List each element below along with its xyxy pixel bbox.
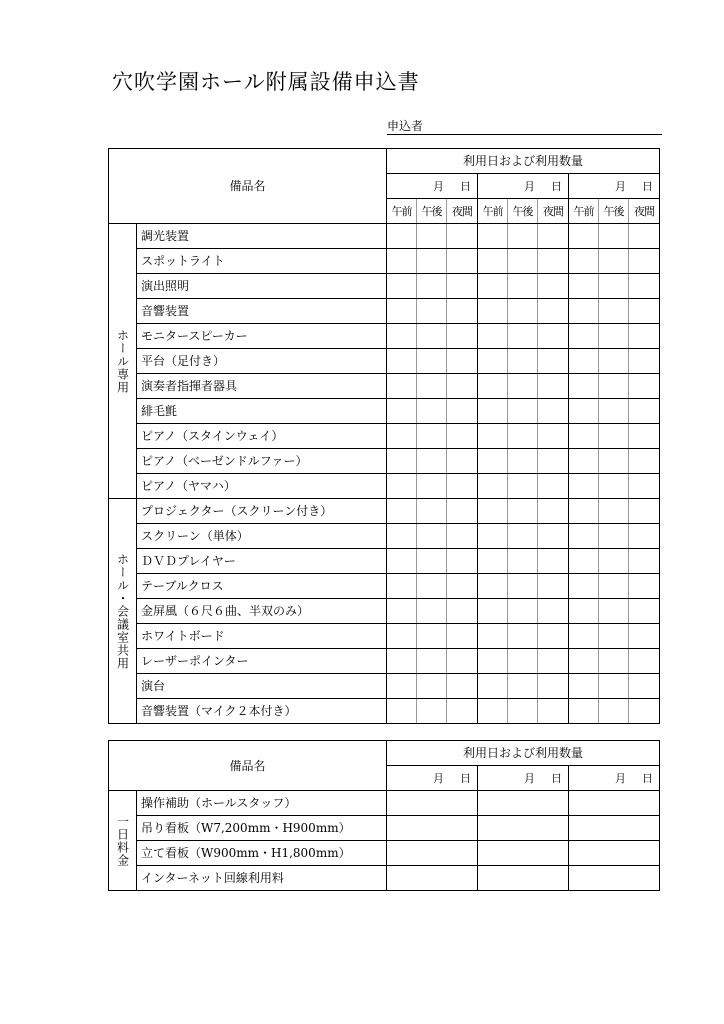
- quantity-cell[interactable]: [538, 524, 569, 549]
- quantity-cell[interactable]: [569, 574, 599, 599]
- quantity-cell[interactable]: [387, 866, 478, 891]
- date-slot[interactable]: [387, 766, 478, 791]
- quantity-cell[interactable]: [508, 324, 538, 349]
- table-row: [109, 699, 660, 724]
- quantity-cell[interactable]: [478, 249, 508, 274]
- period-am: 午前: [569, 199, 599, 224]
- quantity-cell[interactable]: [629, 324, 660, 349]
- quantity-cell[interactable]: [387, 224, 417, 249]
- quantity-cell[interactable]: [629, 699, 660, 724]
- quantity-cell[interactable]: [599, 299, 629, 324]
- quantity-cell[interactable]: [508, 349, 538, 374]
- quantity-cell[interactable]: [478, 274, 508, 299]
- item-name: 演台: [137, 674, 387, 699]
- quantity-cell[interactable]: [447, 574, 478, 599]
- quantity-cell[interactable]: [599, 374, 629, 399]
- quantity-cell[interactable]: [508, 524, 538, 549]
- quantity-cell[interactable]: [508, 599, 538, 624]
- quantity-cell[interactable]: [569, 674, 599, 699]
- quantity-cell[interactable]: [417, 449, 447, 474]
- table-row: [109, 399, 660, 424]
- item-name: ＤＶＤプレイヤー: [137, 549, 387, 574]
- item-name: ホワイトボード: [137, 624, 387, 649]
- table-row: [109, 249, 660, 274]
- quantity-cell[interactable]: [447, 649, 478, 674]
- table-row: [109, 324, 660, 349]
- quantity-cell[interactable]: [629, 524, 660, 549]
- quantity-cell[interactable]: [417, 424, 447, 449]
- quantity-cell[interactable]: [629, 474, 660, 499]
- month-label: 月: [615, 179, 626, 193]
- quantity-cell[interactable]: [508, 549, 538, 574]
- quantity-cell[interactable]: [569, 549, 599, 574]
- quantity-cell[interactable]: [387, 624, 417, 649]
- quantity-cell[interactable]: [599, 699, 629, 724]
- quantity-cell[interactable]: [629, 574, 660, 599]
- quantity-cell[interactable]: [478, 841, 569, 866]
- quantity-cell[interactable]: [629, 399, 660, 424]
- quantity-cell[interactable]: [478, 791, 569, 816]
- period-am: 午前: [478, 199, 508, 224]
- quantity-cell[interactable]: [538, 399, 569, 424]
- quantity-cell[interactable]: [417, 249, 447, 274]
- quantity-cell[interactable]: [538, 449, 569, 474]
- quantity-cell[interactable]: [387, 649, 417, 674]
- quantity-cell[interactable]: [569, 274, 599, 299]
- quantity-cell[interactable]: [538, 499, 569, 524]
- quantity-cell[interactable]: [478, 449, 508, 474]
- table-row: [109, 624, 660, 649]
- quantity-cell[interactable]: [387, 841, 478, 866]
- quantity-cell[interactable]: [447, 524, 478, 549]
- quantity-cell[interactable]: [387, 424, 417, 449]
- quantity-cell[interactable]: [599, 249, 629, 274]
- table-row: [109, 374, 660, 399]
- table-row: [109, 474, 660, 499]
- quantity-cell[interactable]: [387, 816, 478, 841]
- quantity-cell[interactable]: [508, 624, 538, 649]
- quantity-cell[interactable]: [569, 299, 599, 324]
- quantity-cell[interactable]: [599, 649, 629, 674]
- quantity-cell[interactable]: [447, 374, 478, 399]
- item-name: レーザーポインター: [137, 649, 387, 674]
- quantity-cell[interactable]: [447, 549, 478, 574]
- quantity-cell[interactable]: [478, 499, 508, 524]
- item-name: テーブルクロス: [137, 574, 387, 599]
- quantity-cell[interactable]: [508, 249, 538, 274]
- quantity-cell[interactable]: [599, 524, 629, 549]
- quantity-cell[interactable]: [387, 699, 417, 724]
- quantity-cell[interactable]: [478, 399, 508, 424]
- quantity-cell[interactable]: [569, 474, 599, 499]
- table-row: [109, 449, 660, 474]
- quantity-cell[interactable]: [569, 374, 599, 399]
- quantity-cell[interactable]: [417, 224, 447, 249]
- day-label: 日: [460, 771, 471, 785]
- quantity-cell[interactable]: [478, 624, 508, 649]
- quantity-cell[interactable]: [508, 674, 538, 699]
- quantity-cell[interactable]: [629, 624, 660, 649]
- table-row: [109, 599, 660, 624]
- quantity-cell[interactable]: [569, 224, 599, 249]
- quantity-cell[interactable]: [478, 816, 569, 841]
- quantity-cell[interactable]: [508, 474, 538, 499]
- quantity-cell[interactable]: [417, 674, 447, 699]
- item-name: ピアノ（スタインウェイ）: [137, 424, 387, 449]
- quantity-cell[interactable]: [417, 299, 447, 324]
- table-row: [109, 224, 660, 249]
- quantity-cell[interactable]: [417, 524, 447, 549]
- quantity-cell[interactable]: [387, 791, 478, 816]
- quantity-cell[interactable]: [629, 249, 660, 274]
- quantity-cell[interactable]: [478, 324, 508, 349]
- quantity-cell[interactable]: [569, 624, 599, 649]
- quantity-cell[interactable]: [478, 299, 508, 324]
- quantity-cell[interactable]: [538, 249, 569, 274]
- quantity-cell[interactable]: [538, 374, 569, 399]
- day-label: 日: [642, 771, 653, 785]
- item-name: 吊り看板（W7,200mm・H900mm）: [137, 816, 387, 841]
- quantity-cell[interactable]: [599, 224, 629, 249]
- quantity-cell[interactable]: [508, 424, 538, 449]
- month-label: 月: [433, 771, 444, 785]
- daily-fee-table: [108, 740, 660, 891]
- item-name: ピアノ（ヤマハ）: [137, 474, 387, 499]
- quantity-cell[interactable]: [508, 499, 538, 524]
- quantity-cell[interactable]: [599, 499, 629, 524]
- group-hall-only-label: ホール専用: [115, 328, 130, 394]
- quantity-cell[interactable]: [387, 599, 417, 624]
- applicant-field[interactable]: [387, 118, 662, 135]
- quantity-cell[interactable]: [508, 224, 538, 249]
- quantity-cell[interactable]: [599, 324, 629, 349]
- quantity-cell[interactable]: [538, 474, 569, 499]
- quantity-cell[interactable]: [629, 224, 660, 249]
- quantity-cell[interactable]: [417, 324, 447, 349]
- quantity-cell[interactable]: [629, 424, 660, 449]
- quantity-cell[interactable]: [599, 449, 629, 474]
- quantity-cell[interactable]: [447, 449, 478, 474]
- group-daily-fee-label: 一日料金: [115, 814, 130, 867]
- quantity-cell[interactable]: [447, 249, 478, 274]
- table-row: [109, 274, 660, 299]
- quantity-cell[interactable]: [447, 299, 478, 324]
- date-slot[interactable]: [478, 766, 569, 791]
- quantity-cell[interactable]: [417, 699, 447, 724]
- quantity-cell[interactable]: [569, 499, 599, 524]
- quantity-cell[interactable]: [599, 349, 629, 374]
- quantity-cell[interactable]: [417, 374, 447, 399]
- quantity-cell[interactable]: [629, 349, 660, 374]
- item-name: モニタースピーカー: [137, 324, 387, 349]
- month-label: 月: [433, 179, 444, 193]
- quantity-cell[interactable]: [599, 274, 629, 299]
- quantity-cell[interactable]: [447, 674, 478, 699]
- quantity-cell[interactable]: [538, 324, 569, 349]
- period-night: 夜間: [538, 199, 569, 224]
- quantity-cell[interactable]: [447, 349, 478, 374]
- item-name: 立て看板（W900mm・H1,800mm）: [137, 841, 387, 866]
- quantity-cell[interactable]: [569, 699, 599, 724]
- quantity-cell[interactable]: [538, 349, 569, 374]
- table-row: [109, 674, 660, 699]
- item-name: インターネット回線利用料: [137, 866, 387, 891]
- usage-header: 利用日および利用数量: [387, 149, 660, 174]
- quantity-cell[interactable]: [508, 649, 538, 674]
- quantity-cell[interactable]: [387, 274, 417, 299]
- quantity-cell[interactable]: [599, 674, 629, 699]
- equipment-table: [108, 148, 660, 724]
- quantity-cell[interactable]: [417, 574, 447, 599]
- quantity-cell[interactable]: [629, 299, 660, 324]
- item-name: 音響装置: [137, 299, 387, 324]
- quantity-cell[interactable]: [387, 299, 417, 324]
- quantity-cell[interactable]: [538, 624, 569, 649]
- quantity-cell[interactable]: [387, 399, 417, 424]
- quantity-cell[interactable]: [569, 424, 599, 449]
- table-row: [109, 574, 660, 599]
- quantity-cell[interactable]: [387, 474, 417, 499]
- item-name: 調光装置: [137, 224, 387, 249]
- quantity-cell[interactable]: [629, 374, 660, 399]
- quantity-cell[interactable]: [478, 866, 569, 891]
- quantity-cell[interactable]: [629, 549, 660, 574]
- group-shared-label-cell: [109, 499, 137, 724]
- quantity-cell[interactable]: [508, 274, 538, 299]
- quantity-cell[interactable]: [447, 424, 478, 449]
- quantity-cell[interactable]: [538, 224, 569, 249]
- quantity-cell[interactable]: [387, 549, 417, 574]
- quantity-cell[interactable]: [599, 424, 629, 449]
- table-row: [109, 866, 660, 891]
- quantity-cell[interactable]: [478, 599, 508, 624]
- quantity-cell[interactable]: [508, 699, 538, 724]
- quantity-cell[interactable]: [478, 574, 508, 599]
- quantity-cell[interactable]: [538, 424, 569, 449]
- quantity-cell[interactable]: [538, 574, 569, 599]
- quantity-cell[interactable]: [569, 841, 660, 866]
- quantity-cell[interactable]: [417, 399, 447, 424]
- month-label: 月: [524, 179, 535, 193]
- quantity-cell[interactable]: [538, 674, 569, 699]
- table-row: [109, 841, 660, 866]
- table-row: [109, 499, 660, 524]
- quantity-cell[interactable]: [447, 599, 478, 624]
- quantity-cell[interactable]: [387, 524, 417, 549]
- day-label: 日: [551, 179, 562, 193]
- quantity-cell[interactable]: [599, 549, 629, 574]
- quantity-cell[interactable]: [569, 524, 599, 549]
- quantity-cell[interactable]: [538, 649, 569, 674]
- quantity-cell[interactable]: [538, 274, 569, 299]
- quantity-cell[interactable]: [538, 549, 569, 574]
- month-label: 月: [524, 771, 535, 785]
- quantity-cell[interactable]: [629, 649, 660, 674]
- quantity-cell[interactable]: [629, 599, 660, 624]
- quantity-cell[interactable]: [569, 649, 599, 674]
- table-row: [109, 299, 660, 324]
- quantity-cell[interactable]: [599, 474, 629, 499]
- item-name: 音響装置（マイク２本付き）: [137, 699, 387, 724]
- quantity-cell[interactable]: [478, 524, 508, 549]
- item-name: 操作補助（ホールスタッフ）: [137, 791, 387, 816]
- quantity-cell[interactable]: [629, 274, 660, 299]
- quantity-cell[interactable]: [387, 374, 417, 399]
- quantity-cell[interactable]: [417, 649, 447, 674]
- quantity-cell[interactable]: [387, 674, 417, 699]
- quantity-cell[interactable]: [569, 324, 599, 349]
- period-pm: 午後: [417, 199, 447, 224]
- quantity-cell[interactable]: [447, 499, 478, 524]
- quantity-cell[interactable]: [629, 449, 660, 474]
- quantity-cell[interactable]: [387, 449, 417, 474]
- quantity-cell[interactable]: [447, 624, 478, 649]
- quantity-cell[interactable]: [569, 816, 660, 841]
- quantity-cell[interactable]: [387, 499, 417, 524]
- table-row: [109, 791, 660, 816]
- quantity-cell[interactable]: [538, 599, 569, 624]
- quantity-cell[interactable]: [417, 274, 447, 299]
- day-label: 日: [642, 179, 653, 193]
- quantity-cell[interactable]: [569, 399, 599, 424]
- quantity-cell[interactable]: [478, 474, 508, 499]
- item-name: スクリーン（単体）: [137, 524, 387, 549]
- quantity-cell[interactable]: [569, 349, 599, 374]
- quantity-cell[interactable]: [387, 574, 417, 599]
- quantity-cell[interactable]: [447, 699, 478, 724]
- quantity-cell[interactable]: [569, 866, 660, 891]
- quantity-cell[interactable]: [478, 674, 508, 699]
- period-night: 夜間: [629, 199, 660, 224]
- quantity-cell[interactable]: [508, 374, 538, 399]
- quantity-cell[interactable]: [508, 299, 538, 324]
- period-pm: 午後: [599, 199, 629, 224]
- quantity-cell[interactable]: [629, 674, 660, 699]
- table-row: [109, 524, 660, 549]
- day-label: 日: [460, 179, 471, 193]
- item-name: スポットライト: [137, 249, 387, 274]
- applicant-label: 申込者: [387, 119, 424, 133]
- quantity-cell[interactable]: [599, 599, 629, 624]
- quantity-cell[interactable]: [478, 424, 508, 449]
- quantity-cell[interactable]: [508, 574, 538, 599]
- table-row: [109, 349, 660, 374]
- quantity-cell[interactable]: [629, 499, 660, 524]
- quantity-cell[interactable]: [538, 699, 569, 724]
- quantity-cell[interactable]: [478, 224, 508, 249]
- quantity-cell[interactable]: [447, 274, 478, 299]
- date-slot[interactable]: [569, 174, 660, 199]
- group-hall-only-label-cell: [109, 224, 137, 499]
- quantity-cell[interactable]: [447, 399, 478, 424]
- quantity-cell[interactable]: [417, 599, 447, 624]
- quantity-cell[interactable]: [599, 624, 629, 649]
- quantity-cell[interactable]: [508, 449, 538, 474]
- quantity-cell[interactable]: [599, 399, 629, 424]
- month-label: 月: [615, 771, 626, 785]
- quantity-cell[interactable]: [538, 299, 569, 324]
- item-name: 演出照明: [137, 274, 387, 299]
- quantity-cell[interactable]: [478, 549, 508, 574]
- date-slot[interactable]: [478, 174, 569, 199]
- date-slot[interactable]: [387, 174, 478, 199]
- quantity-cell[interactable]: [417, 624, 447, 649]
- quantity-cell[interactable]: [599, 574, 629, 599]
- quantity-cell[interactable]: [387, 349, 417, 374]
- quantity-cell[interactable]: [478, 349, 508, 374]
- period-night: 夜間: [447, 199, 478, 224]
- usage-header: 利用日および利用数量: [387, 741, 660, 766]
- table-row: [109, 649, 660, 674]
- quantity-cell[interactable]: [569, 249, 599, 274]
- quantity-cell[interactable]: [569, 599, 599, 624]
- table-row: [109, 424, 660, 449]
- quantity-cell[interactable]: [417, 349, 447, 374]
- quantity-cell[interactable]: [478, 699, 508, 724]
- quantity-cell[interactable]: [447, 324, 478, 349]
- item-name: 緋毛氈: [137, 399, 387, 424]
- quantity-cell[interactable]: [417, 549, 447, 574]
- quantity-cell[interactable]: [569, 449, 599, 474]
- quantity-cell[interactable]: [417, 499, 447, 524]
- item-header: 備品名: [109, 741, 387, 791]
- header-row: [109, 149, 660, 174]
- day-label: 日: [551, 771, 562, 785]
- quantity-cell[interactable]: [447, 474, 478, 499]
- quantity-cell[interactable]: [447, 224, 478, 249]
- period-am: 午前: [387, 199, 417, 224]
- item-name: 演奏者指揮者器具: [137, 374, 387, 399]
- table-row: [109, 549, 660, 574]
- item-name: ピアノ（ベーゼンドルファー）: [137, 449, 387, 474]
- quantity-cell[interactable]: [478, 649, 508, 674]
- table-row: [109, 816, 660, 841]
- item-header: 備品名: [109, 149, 387, 224]
- header-row: [109, 741, 660, 766]
- quantity-cell[interactable]: [387, 249, 417, 274]
- period-pm: 午後: [508, 199, 538, 224]
- date-slot[interactable]: [569, 766, 660, 791]
- item-name: 平台（足付き）: [137, 349, 387, 374]
- quantity-cell[interactable]: [478, 374, 508, 399]
- quantity-cell[interactable]: [569, 791, 660, 816]
- item-name: 金屏風（６尺６曲、半双のみ）: [137, 599, 387, 624]
- item-name: プロジェクター（スクリーン付き）: [137, 499, 387, 524]
- group-daily-fee-label-cell: [109, 791, 137, 891]
- group-shared-label: ホール・会議室共用: [115, 552, 130, 670]
- quantity-cell[interactable]: [508, 399, 538, 424]
- quantity-cell[interactable]: [417, 474, 447, 499]
- quantity-cell[interactable]: [387, 324, 417, 349]
- page-title: 穴吹学園ホール附属設備申込書: [112, 70, 420, 94]
